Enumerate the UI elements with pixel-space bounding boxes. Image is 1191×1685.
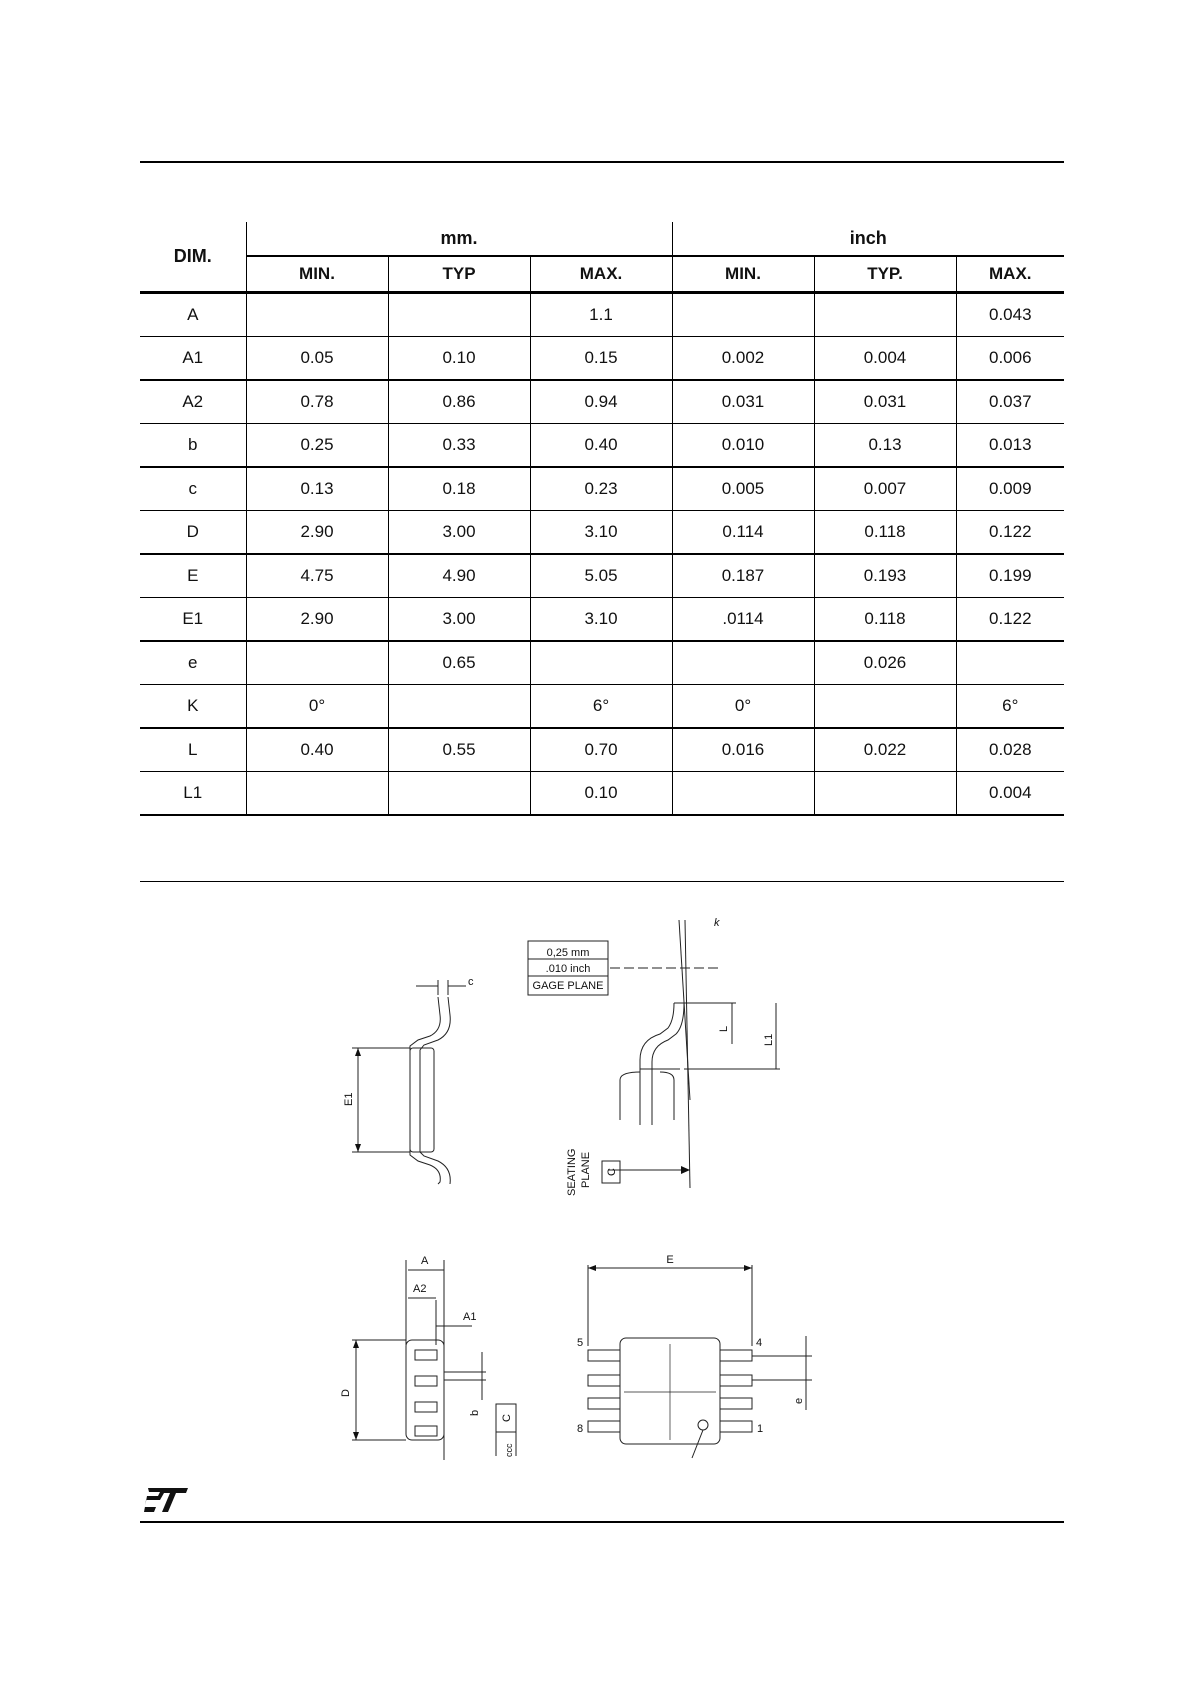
st-logo <box>144 1488 188 1512</box>
label-L: L <box>718 1025 730 1032</box>
seating-label-2: PLANE <box>580 1151 592 1188</box>
value-cell: 0.002 <box>672 337 814 381</box>
dim-cell: L <box>140 728 246 772</box>
value-cell: 0.043 <box>956 293 1064 337</box>
label-A2: A2 <box>413 1283 427 1295</box>
value-cell: 0.18 <box>388 467 530 511</box>
value-cell: 0.15 <box>530 337 672 381</box>
dim-cell: c <box>140 467 246 511</box>
pin-1: 1 <box>757 1423 764 1435</box>
value-cell: 0.016 <box>672 728 814 772</box>
value-cell: 0.114 <box>672 511 814 555</box>
label-ccc: ccc <box>504 1443 514 1457</box>
dim-cell: K <box>140 685 246 729</box>
gage-plane-detail <box>528 920 780 1188</box>
value-cell: 0.78 <box>246 380 388 424</box>
value-cell: 4.90 <box>388 554 530 598</box>
datum-C-end: C <box>501 1414 513 1422</box>
label-k: k <box>714 917 720 929</box>
value-cell: 6° <box>956 685 1064 729</box>
value-cell: 0.028 <box>956 728 1064 772</box>
dim-cell: A <box>140 293 246 337</box>
dim-cell: b <box>140 424 246 468</box>
label-D: D <box>340 1389 352 1397</box>
top-view <box>588 1265 812 1458</box>
value-cell: 1.1 <box>530 293 672 337</box>
value-cell: 0.40 <box>246 728 388 772</box>
value-cell: 0.05 <box>246 337 388 381</box>
column-header: MIN. <box>246 256 388 293</box>
label-A: A <box>421 1255 429 1267</box>
column-header: MAX. <box>530 256 672 293</box>
value-cell: 0.037 <box>956 380 1064 424</box>
value-cell: 0.007 <box>814 467 956 511</box>
value-cell: 0.006 <box>956 337 1064 381</box>
value-cell: 2.90 <box>246 511 388 555</box>
value-cell: 0.199 <box>956 554 1064 598</box>
value-cell: 0.33 <box>388 424 530 468</box>
value-cell: 0° <box>246 685 388 729</box>
gage-line-3: GAGE PLANE <box>532 980 604 992</box>
value-cell: 0.70 <box>530 728 672 772</box>
value-cell: 0.122 <box>956 598 1064 642</box>
value-cell: 0.13 <box>814 424 956 468</box>
pin-5: 5 <box>577 1337 584 1349</box>
dim-cell: e <box>140 641 246 685</box>
value-cell: .0114 <box>672 598 814 642</box>
end-view <box>352 1260 516 1460</box>
gage-line-1: 0,25 mm <box>546 947 590 959</box>
value-cell: 0.009 <box>956 467 1064 511</box>
pin-4: 4 <box>756 1337 763 1349</box>
value-cell: 0.40 <box>530 424 672 468</box>
value-cell: 3.00 <box>388 511 530 555</box>
value-cell: 0.118 <box>814 511 956 555</box>
value-cell: 0.031 <box>672 380 814 424</box>
value-cell: 0.65 <box>388 641 530 685</box>
value-cell: 0.10 <box>388 337 530 381</box>
gage-line-2: .010 inch <box>545 963 591 975</box>
column-header: MIN. <box>672 256 814 293</box>
label-L1: L1 <box>763 1033 775 1046</box>
label-c: c <box>468 976 474 988</box>
value-cell: 0.86 <box>388 380 530 424</box>
label-b: b <box>469 1409 481 1416</box>
value-cell: 0° <box>672 685 814 729</box>
value-cell: 0.031 <box>814 380 956 424</box>
unit-header-inch: inch <box>672 222 1064 256</box>
value-cell: 0.55 <box>388 728 530 772</box>
dim-cell: E1 <box>140 598 246 642</box>
value-cell: 0.193 <box>814 554 956 598</box>
dim-cell: A1 <box>140 337 246 381</box>
dim-cell: E <box>140 554 246 598</box>
value-cell: 0.026 <box>814 641 956 685</box>
value-cell: 3.00 <box>388 598 530 642</box>
dim-header: DIM. <box>140 222 246 293</box>
label-A1: A1 <box>463 1311 477 1323</box>
unit-header-mm: mm. <box>246 222 672 256</box>
value-cell: 0.122 <box>956 511 1064 555</box>
dim-cell: L1 <box>140 772 246 816</box>
value-cell: 3.10 <box>530 511 672 555</box>
label-E1: E1 <box>343 1092 355 1106</box>
label-E: E <box>666 1254 674 1266</box>
value-cell: 0.022 <box>814 728 956 772</box>
value-cell: 0.13 <box>246 467 388 511</box>
pin-8: 8 <box>577 1423 584 1435</box>
footer-rule <box>140 1521 1064 1523</box>
value-cell: 0.010 <box>672 424 814 468</box>
label-e: e <box>793 1397 805 1404</box>
value-cell: 5.05 <box>530 554 672 598</box>
value-cell: 6° <box>530 685 672 729</box>
dim-cell: A2 <box>140 380 246 424</box>
dim-cell: D <box>140 511 246 555</box>
column-header: MAX. <box>989 264 1032 283</box>
value-cell: 4.75 <box>246 554 388 598</box>
value-cell: 2.90 <box>246 598 388 642</box>
value-cell: 0.013 <box>956 424 1064 468</box>
column-header: TYP <box>388 256 530 293</box>
column-header: TYP. <box>814 256 956 293</box>
seating-label-1: SEATING <box>566 1148 578 1196</box>
value-cell: 0.187 <box>672 554 814 598</box>
datum-C: C <box>606 1168 618 1176</box>
value-cell: 0.25 <box>246 424 388 468</box>
value-cell: 0.118 <box>814 598 956 642</box>
value-cell: 0.004 <box>956 772 1064 816</box>
value-cell: 0.23 <box>530 467 672 511</box>
side-view <box>352 980 466 1184</box>
value-cell: 0.004 <box>814 337 956 381</box>
value-cell: 0.005 <box>672 467 814 511</box>
value-cell: 0.94 <box>530 380 672 424</box>
value-cell: 0.10 <box>530 772 672 816</box>
value-cell: 3.10 <box>530 598 672 642</box>
